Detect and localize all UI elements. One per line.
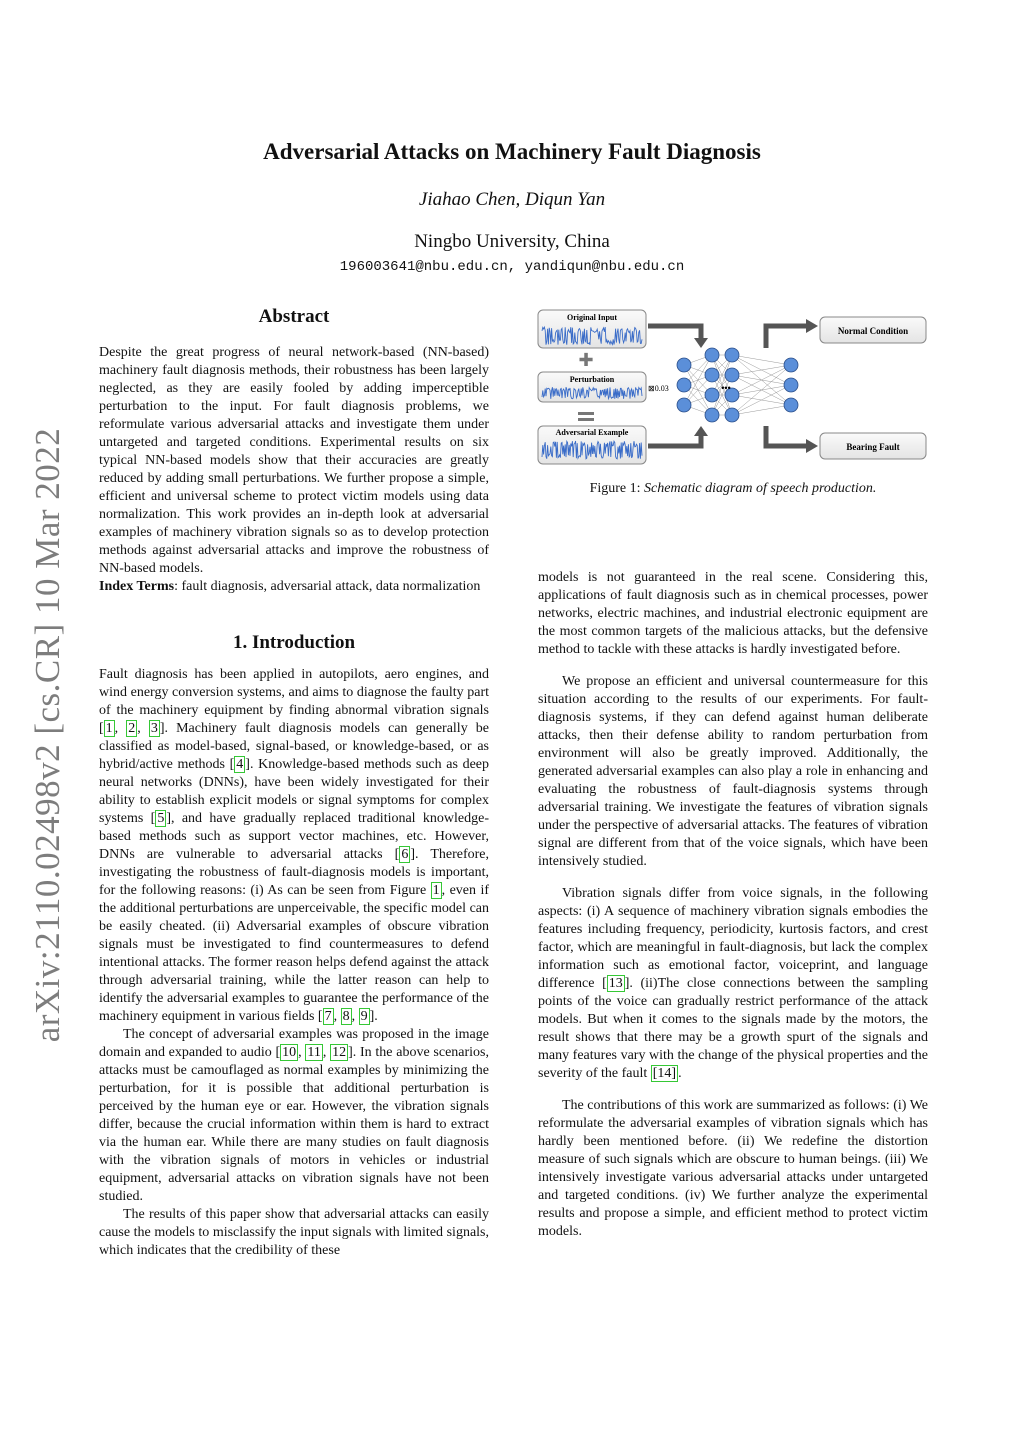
right-column-body	[538, 569, 928, 1241]
right-paragraph-1: models is not guaranteed in the real scene. Considering this, applications of fault diagnosis such as in chemical processes, power networks, electric machines, and industrial electronic equipment are the most common targets of the malicious attacks, but the defensive method to tackle with these attacks is hardly investigated before.	[538, 570, 928, 657]
right-paragraph-3: Vibration signals differ from voice signals, in the following aspects: (i) A sequence of machinery vibration signals embodies the features including frequency, periodicity, kurtosis factors, and crest factor, which are meaningful in fault-diagnosis, but lack the complex information such as emotional factor, voiceprint, and language difference [ 13 ]. (ii)The close connections between the sampling points of the voice can gradually restrict performance of the attack models. But when it comes to the signals made by the motors, the result shows that there may be a growth spurt of the signals and many features vary with the change of the physical properties and the severity of the fault [14] .	[538, 886, 928, 1081]
neural-network	[677, 348, 798, 422]
network-node	[677, 358, 691, 372]
svg-text:Adversarial Example: Adversarial Example	[555, 428, 629, 437]
intro-paragraph-2: The concept of adversarial examples was proposed in the image domain and expanded to audio [ 10 , 11 , 12 ]. In the above scenarios, attacks must be camouflaged as normal examples by minimizing the perturbation, for it is possible that additional perturbation is perceived by the human eye or ear. However, the vibration signals differ, because the crucial information within them is hard to extract via the human ear. While there are many studies on fault diagnosis with the vibration signals of motors in vehicles or industrial equipment, adversarial attacks on vibration signals have not been studied.	[99, 1027, 489, 1204]
network-node	[677, 378, 691, 392]
index-terms-text: : fault diagnosis, adversarial attack, data normalization	[174, 579, 481, 594]
intro-paragraph-3: The results of this paper show that adversarial attacks can easily cause the models to misclassify the input signals with limited signals, which indicates that the credibility of these	[99, 1207, 489, 1258]
citation-link[interactable]: 7	[324, 1009, 332, 1024]
arxiv-identifier: arXiv:2110.02498v2 [cs.CR] 10 Mar 2022	[28, 427, 67, 1043]
citation-link[interactable]: 3	[150, 721, 158, 736]
adversarial-example-box	[538, 426, 646, 464]
introduction-body	[99, 666, 489, 1260]
citation-link[interactable]: 13	[608, 976, 623, 991]
network-node	[725, 348, 739, 362]
figure-1-caption: Figure 1: Schematic diagram of speech production.	[589, 481, 877, 496]
equals-icon	[578, 412, 594, 415]
hidden-layer-ellipsis: •••	[721, 383, 731, 393]
right-paragraph-4: The contributions of this work are summarized as follows: (i) We reformulate the adversarial examples of vibration signals which has hardly been mentioned before. (ii) We redefine the distortion measure of such signals which are obscure to human beings. (iii) We intensively investigate various adversarial attacks under untargeted and targeted conditions. (iv) We further analyze the experimental results and propose a simple, and efficient method to protect victim models.	[538, 1098, 928, 1239]
introduction-heading: 1. Introduction	[232, 632, 356, 653]
network-node	[705, 388, 719, 402]
abstract-text: Despite the great progress of neural network-based (NN-based) machinery fault diagnosis methods, their robustness has been largely neglected, as they are easily fooled by adding imperceptible perturbation to the input. For fault diagnosis problems, we reformulate various adversarial attacks and investigate them under untargeted and targeted conditions. Experimental results on six typical NN-based models show that their accuracies are greatly reduced by adding small perturbations. We further propose a simple, efficient and universal scheme to protect victim models using data normalization. This work provides an in-depth look at adversarial examples of machinery vibration signals so as to develop protection methods against adversarial attacks and improve the robustness of NN-based models.	[99, 345, 489, 576]
citation-link[interactable]: 9	[360, 1009, 368, 1024]
adversarial-arrow	[648, 434, 701, 446]
network-node	[725, 408, 739, 422]
affiliation: Ningbo University, China	[414, 231, 610, 252]
svg-text:Bearing Fault: Bearing Fault	[846, 442, 900, 452]
perturbation-box	[538, 372, 646, 402]
figure-1-diagram	[536, 308, 930, 468]
citation-link[interactable]: 2	[128, 721, 136, 736]
network-node	[725, 368, 739, 382]
citation-link[interactable]: 6	[401, 847, 409, 862]
normal-condition-box	[820, 317, 926, 343]
network-node	[705, 408, 719, 422]
intro-paragraph-1: Fault diagnosis has been applied in autopilots, aero engines, and wind energy conversion systems, and aims to diagnose the faulty part of the machinery equipment by finding abnormal vibration signals [ 1 , 2 , 3 ]. Machinery fault diagnosis models can generally be classified as model-based, signal-based, or knowledge-based, or as hybrid/active methods [ 4 ]. Knowledge-based methods such as deep neural networks (DNNs), have been widely investigated for their ability to establish explicit models or signal symptoms for complex systems [ 5 ], and have gradually replaced traditional knowledge-based methods such as support vector machines, etc. However, DNNs are vulnerable to adversarial attacks [ 6 ]. Therefore, investigating the robustness of fault-diagnosis models is important, for the following reasons: (i) As can be seen from Figure 1 , even if the additional perturbations are unperceivable, the specific model can be easily cheated. (ii) Adversarial examples of obscure vibration signals must be investigated to find countermeasures to defend intentional attacks. The former reason helps defend against the attack through adversarial training, while the latter reason can help to identify the adversarial examples to guarantee the performance of the machinery equipment in various fields [ 7 , 8 , 9 ].	[99, 667, 490, 1024]
network-node	[784, 398, 798, 412]
plus-icon: ✚	[578, 350, 594, 370]
citation-link[interactable]: 5	[157, 811, 165, 826]
citation-link[interactable]: 10	[282, 1045, 297, 1060]
abstract-body	[99, 344, 489, 596]
svg-text:Normal Condition: Normal Condition	[837, 326, 909, 336]
citation-link[interactable]: 4	[236, 757, 244, 772]
citation-link[interactable]: 8	[342, 1009, 350, 1024]
output-arrow-normal	[766, 326, 808, 348]
right-paragraph-2: We propose an efficient and universal countermeasure for this situation according to the results of our experiments. For fault-diagnosis systems, if they can defend against human deliberate attacks, then their defense ability to random perturbation from environment will also be greatly improved. Additionally, the generated adversarial examples can also play a role in enhancing and evaluating the robustness of fault-diagnosis systems through adversarial training. We investigate the features of vibration signals under the perspective of adversarial attacks. The features of vibration signal are different from that of the voice signals, which have been intensively studied.	[538, 674, 928, 869]
author-emails: 196003641@nbu.edu.cn, yandiqun@nbu.edu.cn	[339, 259, 685, 275]
output-arrow-fault	[766, 426, 808, 446]
citation-link[interactable]: [14]	[652, 1066, 677, 1081]
bearing-fault-box	[820, 433, 926, 459]
svg-text:Original Input: Original Input	[566, 313, 618, 322]
authors: Jiahao Chen, Diqun Yan	[418, 189, 606, 210]
paper-title: Adversarial Attacks on Machinery Fault Diagnosis	[263, 139, 761, 164]
citation-link[interactable]: 12	[332, 1045, 347, 1060]
figure-1	[536, 308, 930, 468]
figure-reference-link[interactable]: 1	[432, 883, 440, 898]
network-node	[677, 398, 691, 412]
network-node	[784, 378, 798, 392]
network-node	[784, 358, 798, 372]
citation-link[interactable]: 11	[307, 1045, 321, 1060]
input-arrow	[648, 326, 701, 340]
original-input-box	[538, 310, 646, 348]
citation-link[interactable]: 1	[105, 721, 113, 736]
svg-text:Perturbation: Perturbation	[569, 375, 615, 384]
perturbation-scale: ⊠0.03	[648, 384, 669, 393]
index-terms-label: Index Terms	[99, 579, 175, 594]
network-node	[705, 348, 719, 362]
abstract-heading: Abstract	[258, 306, 330, 327]
index-terms	[99, 578, 489, 596]
network-node	[705, 368, 719, 382]
